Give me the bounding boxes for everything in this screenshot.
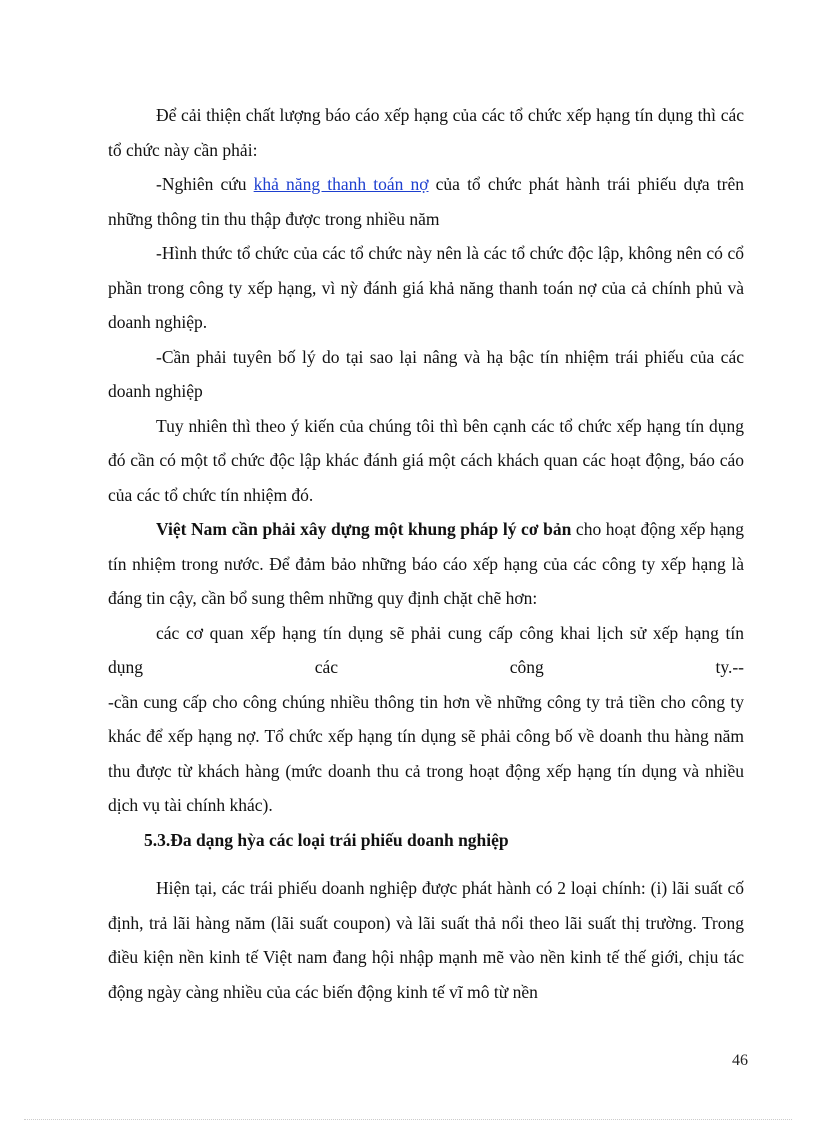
paragraph-opinion: Tuy nhiên thì theo ý kiến của chúng tôi thì bên cạnh các tổ chức xếp hạng tín dụng đó cần có một tổ chức độc lập khác đánh giá một cách khách quan các hoạt động, báo cáo của các tổ chức tín nhiệm đó. — [108, 415, 744, 505]
paragraph-organization-form: -Hình thức tổ chức của các tổ chức này nên là các tổ chức độc lập, không nên có cổ phần trong công ty xếp hạng, vì nỳ đánh giá khả năng thanh toán nợ của cả chính phủ và doanh nghiệp. — [108, 243, 744, 332]
legal-framework-bold: Việt Nam cần phải xây dựng một khung pháp lý cơ bản — [156, 519, 572, 539]
legal-framework-rest: cho hoạt động xếp hạng tín nhiệm trong nước. Để đảm bảo những báo cáo xếp hạng của các công ty xếp hạng là đáng tin cậy, cần bổ sung thêm những quy định chặt chẽ hơn: — [108, 519, 744, 608]
link-kha-nang-thanh-toan-no[interactable]: khả năng thanh toán nợ — [253, 174, 429, 194]
paragraph-legal-framework — [108, 512, 744, 616]
body-text — [108, 98, 744, 1009]
section-heading: 5.3.Đa dạng hỳa các loại trái phiếu doanh nghiệp — [144, 829, 509, 850]
paragraph-credit-history: các cơ quan xếp hạng tín dụng sẽ phải cung cấp công khai lịch sử xếp hạng tín dụng các công ty.-- — [108, 622, 744, 677]
paragraph-current-bonds: Hiện tại, các trái phiếu doanh nghiệp được phát hành có 2 loại chính: (i) lãi suất cố định, trả lãi hàng năm (lãi suất coupon) và lãi suất thả nổi theo lãi suất thị trường. Trong điều kiện nền kinh tế Việt nam đang hội nhập mạnh mẽ vào nền kinh tế thế giới, chịu tác động ngày càng nhiều của các biến động kinh tế vĩ mô từ nền — [108, 878, 744, 1002]
paragraph-announce-reasons: -Cần phải tuyên bố lý do tại sao lại nâng và hạ bậc tín nhiệm trái phiếu của các doanh nghiệp — [108, 346, 744, 401]
paragraph-research-start: -Nghiên cứu — [156, 174, 254, 194]
paragraph-public-info: -cần cung cấp cho công chúng nhiều thông tin hơn về những công ty trả tiền cho công ty khác để xếp hạng nợ. Tổ chức xếp hạng tín dụng sẽ phải công bố về doanh thu hàng năm thu được từ khách hàng (mức doanh thu cả trong hoạt động xếp hạng tín dụng và nhiều dịch vụ tài chính khác). — [108, 691, 744, 815]
footer-divider — [24, 1119, 792, 1120]
paragraph-research-end: của tổ chức phát hành trái phiếu dựa trên những thông tin thu thập được trong nhiều năm — [108, 174, 744, 229]
paragraph-research — [108, 167, 744, 236]
heading-spacing — [108, 857, 744, 871]
page-number: 46 — [732, 1052, 748, 1069]
paragraph-intro: Để cải thiện chất lượng báo cáo xếp hạng của các tổ chức xếp hạng tín dụng thì các tổ chức này cần phải: — [108, 105, 744, 160]
